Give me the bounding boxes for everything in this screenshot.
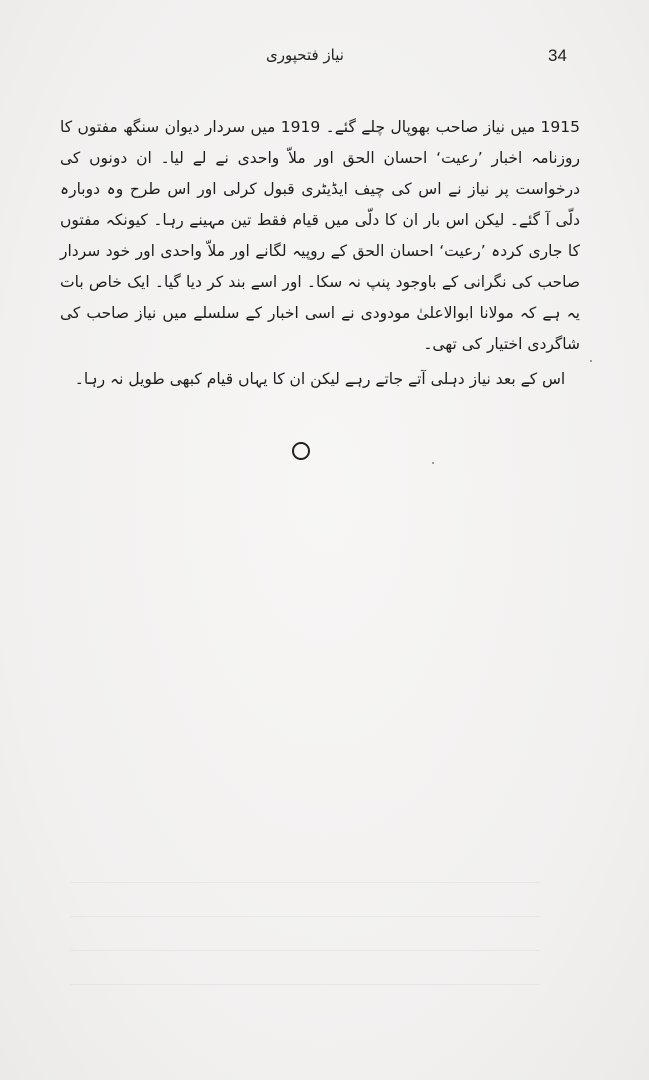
page-number: 34: [548, 46, 567, 65]
paragraph: 1915 میں نیاز صاحب بھوپال چلے گئے۔ 1919 میں سردار دیوان سنگھ مفتوں کا روزنامہ اخبار ’رعیت‘ احسان الحق اور ملاّ واحدی نے لے لیا۔ ان دونوں کی درخواست پر نیاز نے اس کی چیف ایڈیٹری قبول کرلی اور اس طرح وہ دوبارہ دلّی آ گئے۔ لیکن اس بار ان کا دلّی میں قیام فقط تین مہینے رہا۔ کیونکہ مفتوں کا جاری کردہ ’رعیت‘ احسان الحق کے روپیہ لگانے اور ملاّ واحدی اور خود سردار صاحب کی نگرانی کے باوجود پنپ نہ سکا۔ اور اسے بند کر دیا گیا۔ ایک خاص بات یہ ہے کہ مولانا ابوالاعلیٰ مودودی نے اسی اخبار کے سلسلے میں نیاز صاحب کی شاگردی اختیار کی تھی۔: [60, 118, 580, 353]
show-through-text: [70, 860, 540, 1010]
body-text: [60, 112, 580, 395]
paper-speck: [590, 360, 592, 362]
running-head: نیاز فتحپوری: [266, 46, 344, 64]
end-of-section-mark: [292, 442, 310, 460]
paragraph: اس کے بعد نیاز دہلی آتے جاتے رہے لیکن ان کا یہاں قیام کبھی طویل نہ رہا۔: [74, 370, 566, 388]
paper-speck: [432, 462, 434, 464]
